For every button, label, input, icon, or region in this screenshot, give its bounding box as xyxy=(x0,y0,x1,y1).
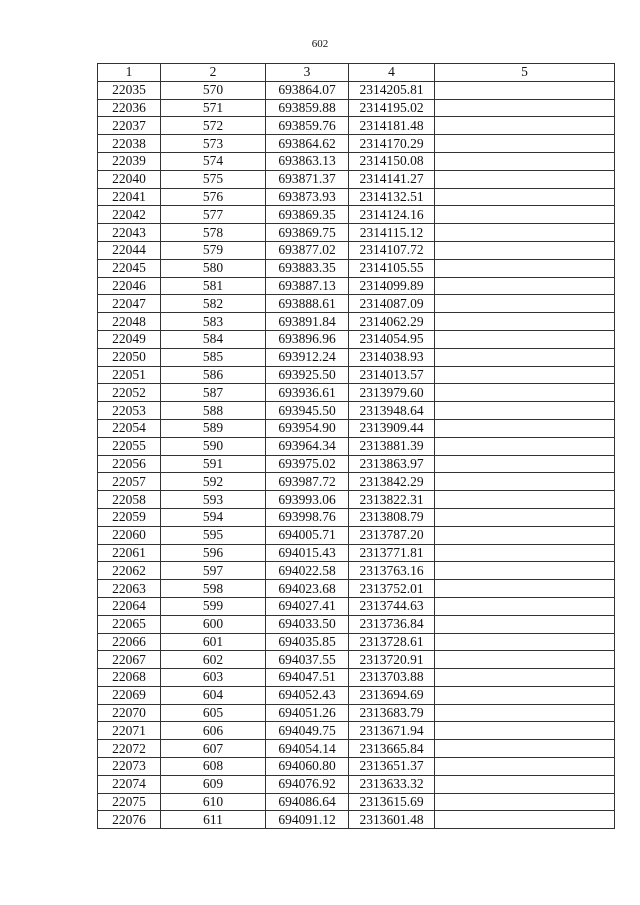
table-row xyxy=(98,686,615,704)
point-number-cell: 583 xyxy=(161,313,266,331)
x-coordinate-cell: 693993.06 xyxy=(266,491,349,509)
point-number-cell: 574 xyxy=(161,152,266,170)
table-row xyxy=(98,811,615,829)
note-cell xyxy=(435,633,615,651)
x-coordinate-cell: 693998.76 xyxy=(266,508,349,526)
note-cell xyxy=(435,135,615,153)
table-row xyxy=(98,544,615,562)
table-row xyxy=(98,455,615,473)
point-number-cell: 602 xyxy=(161,651,266,669)
table-row xyxy=(98,152,615,170)
row-number-cell: 22065 xyxy=(98,615,161,633)
point-number-cell: 586 xyxy=(161,366,266,384)
y-coordinate-cell: 2313744.63 xyxy=(349,597,435,615)
x-coordinate-cell: 693859.88 xyxy=(266,99,349,117)
x-coordinate-cell: 693954.90 xyxy=(266,419,349,437)
point-number-cell: 601 xyxy=(161,633,266,651)
y-coordinate-cell: 2313948.64 xyxy=(349,402,435,420)
y-coordinate-cell: 2314013.57 xyxy=(349,366,435,384)
note-cell xyxy=(435,651,615,669)
point-number-cell: 591 xyxy=(161,455,266,473)
note-cell xyxy=(435,330,615,348)
row-number-cell: 22038 xyxy=(98,135,161,153)
row-number-cell: 22057 xyxy=(98,473,161,491)
point-number-cell: 590 xyxy=(161,437,266,455)
y-coordinate-cell: 2314195.02 xyxy=(349,99,435,117)
table-row xyxy=(98,295,615,313)
x-coordinate-cell: 693864.62 xyxy=(266,135,349,153)
point-number-cell: 611 xyxy=(161,811,266,829)
y-coordinate-cell: 2314038.93 xyxy=(349,348,435,366)
y-coordinate-cell: 2314054.95 xyxy=(349,330,435,348)
table-row xyxy=(98,651,615,669)
row-number-cell: 22049 xyxy=(98,330,161,348)
table-row xyxy=(98,188,615,206)
note-cell xyxy=(435,117,615,135)
y-coordinate-cell: 2313863.97 xyxy=(349,455,435,473)
column-header-1: 1 xyxy=(98,64,161,82)
table-row xyxy=(98,722,615,740)
point-number-cell: 595 xyxy=(161,526,266,544)
row-number-cell: 22061 xyxy=(98,544,161,562)
y-coordinate-cell: 2314181.48 xyxy=(349,117,435,135)
point-number-cell: 579 xyxy=(161,241,266,259)
note-cell xyxy=(435,491,615,509)
note-cell xyxy=(435,562,615,580)
y-coordinate-cell: 2313752.01 xyxy=(349,580,435,598)
x-coordinate-cell: 694005.71 xyxy=(266,526,349,544)
row-number-cell: 22052 xyxy=(98,384,161,402)
row-number-cell: 22058 xyxy=(98,491,161,509)
note-cell xyxy=(435,526,615,544)
x-coordinate-cell: 694052.43 xyxy=(266,686,349,704)
note-cell xyxy=(435,455,615,473)
row-number-cell: 22073 xyxy=(98,758,161,776)
y-coordinate-cell: 2313787.20 xyxy=(349,526,435,544)
row-number-cell: 22041 xyxy=(98,188,161,206)
x-coordinate-cell: 693912.24 xyxy=(266,348,349,366)
table-row xyxy=(98,419,615,437)
table-row xyxy=(98,562,615,580)
note-cell xyxy=(435,206,615,224)
x-coordinate-cell: 693864.07 xyxy=(266,81,349,99)
y-coordinate-cell: 2313728.61 xyxy=(349,633,435,651)
table-row xyxy=(98,348,615,366)
table-row xyxy=(98,206,615,224)
point-number-cell: 609 xyxy=(161,775,266,793)
y-coordinate-cell: 2313909.44 xyxy=(349,419,435,437)
y-coordinate-cell: 2314107.72 xyxy=(349,241,435,259)
y-coordinate-cell: 2313763.16 xyxy=(349,562,435,580)
y-coordinate-cell: 2313822.31 xyxy=(349,491,435,509)
point-number-cell: 604 xyxy=(161,686,266,704)
table-row xyxy=(98,170,615,188)
y-coordinate-cell: 2313651.37 xyxy=(349,758,435,776)
table-row xyxy=(98,384,615,402)
x-coordinate-cell: 694049.75 xyxy=(266,722,349,740)
point-number-cell: 576 xyxy=(161,188,266,206)
note-cell xyxy=(435,259,615,277)
x-coordinate-cell: 693877.02 xyxy=(266,241,349,259)
x-coordinate-cell: 693964.34 xyxy=(266,437,349,455)
y-coordinate-cell: 2313771.81 xyxy=(349,544,435,562)
y-coordinate-cell: 2313703.88 xyxy=(349,669,435,687)
y-coordinate-cell: 2314170.29 xyxy=(349,135,435,153)
row-number-cell: 22063 xyxy=(98,580,161,598)
point-number-cell: 570 xyxy=(161,81,266,99)
x-coordinate-cell: 694033.50 xyxy=(266,615,349,633)
row-number-cell: 22051 xyxy=(98,366,161,384)
note-cell xyxy=(435,366,615,384)
x-coordinate-cell: 693987.72 xyxy=(266,473,349,491)
x-coordinate-cell: 694015.43 xyxy=(266,544,349,562)
row-number-cell: 22050 xyxy=(98,348,161,366)
x-coordinate-cell: 694023.68 xyxy=(266,580,349,598)
row-number-cell: 22045 xyxy=(98,259,161,277)
row-number-cell: 22059 xyxy=(98,508,161,526)
note-cell xyxy=(435,740,615,758)
x-coordinate-cell: 693888.61 xyxy=(266,295,349,313)
note-cell xyxy=(435,793,615,811)
column-header-5: 5 xyxy=(435,64,615,82)
point-number-cell: 610 xyxy=(161,793,266,811)
page-number: 602 xyxy=(311,38,329,50)
y-coordinate-cell: 2313720.91 xyxy=(349,651,435,669)
y-coordinate-cell: 2313601.48 xyxy=(349,811,435,829)
row-number-cell: 22056 xyxy=(98,455,161,473)
point-number-cell: 587 xyxy=(161,384,266,402)
x-coordinate-cell: 694091.12 xyxy=(266,811,349,829)
point-number-cell: 578 xyxy=(161,224,266,242)
note-cell xyxy=(435,170,615,188)
table-row xyxy=(98,81,615,99)
x-coordinate-cell: 694037.55 xyxy=(266,651,349,669)
table-row xyxy=(98,775,615,793)
row-number-cell: 22071 xyxy=(98,722,161,740)
x-coordinate-cell: 693859.76 xyxy=(266,117,349,135)
point-number-cell: 589 xyxy=(161,419,266,437)
table-row xyxy=(98,758,615,776)
table-row xyxy=(98,224,615,242)
note-cell xyxy=(435,775,615,793)
table-row xyxy=(98,793,615,811)
point-number-cell: 580 xyxy=(161,259,266,277)
note-cell xyxy=(435,188,615,206)
point-number-cell: 584 xyxy=(161,330,266,348)
x-coordinate-cell: 693869.75 xyxy=(266,224,349,242)
x-coordinate-cell: 694054.14 xyxy=(266,740,349,758)
table-row xyxy=(98,508,615,526)
row-number-cell: 22037 xyxy=(98,117,161,135)
column-header-4: 4 xyxy=(349,64,435,82)
note-cell xyxy=(435,580,615,598)
note-cell xyxy=(435,437,615,455)
row-number-cell: 22046 xyxy=(98,277,161,295)
point-number-cell: 581 xyxy=(161,277,266,295)
table-row xyxy=(98,259,615,277)
row-number-cell: 22048 xyxy=(98,313,161,331)
y-coordinate-cell: 2313842.29 xyxy=(349,473,435,491)
x-coordinate-cell: 693975.02 xyxy=(266,455,349,473)
point-number-cell: 606 xyxy=(161,722,266,740)
table-row xyxy=(98,633,615,651)
x-coordinate-cell: 693945.50 xyxy=(266,402,349,420)
row-number-cell: 22036 xyxy=(98,99,161,117)
x-coordinate-cell: 693863.13 xyxy=(266,152,349,170)
point-number-cell: 572 xyxy=(161,117,266,135)
note-cell xyxy=(435,597,615,615)
row-number-cell: 22042 xyxy=(98,206,161,224)
point-number-cell: 588 xyxy=(161,402,266,420)
point-number-cell: 573 xyxy=(161,135,266,153)
y-coordinate-cell: 2314132.51 xyxy=(349,188,435,206)
column-header-3: 3 xyxy=(266,64,349,82)
row-number-cell: 22067 xyxy=(98,651,161,669)
x-coordinate-cell: 693883.35 xyxy=(266,259,349,277)
note-cell xyxy=(435,241,615,259)
table-row xyxy=(98,313,615,331)
y-coordinate-cell: 2313694.69 xyxy=(349,686,435,704)
point-number-cell: 592 xyxy=(161,473,266,491)
table-row xyxy=(98,526,615,544)
point-number-cell: 607 xyxy=(161,740,266,758)
point-number-cell: 597 xyxy=(161,562,266,580)
x-coordinate-cell: 693896.96 xyxy=(266,330,349,348)
y-coordinate-cell: 2314115.12 xyxy=(349,224,435,242)
point-number-cell: 608 xyxy=(161,758,266,776)
row-number-cell: 22069 xyxy=(98,686,161,704)
note-cell xyxy=(435,277,615,295)
row-number-cell: 22035 xyxy=(98,81,161,99)
x-coordinate-cell: 694086.64 xyxy=(266,793,349,811)
y-coordinate-cell: 2313633.32 xyxy=(349,775,435,793)
y-coordinate-cell: 2313671.94 xyxy=(349,722,435,740)
point-number-cell: 596 xyxy=(161,544,266,562)
table-row xyxy=(98,117,615,135)
note-cell xyxy=(435,686,615,704)
note-cell xyxy=(435,295,615,313)
x-coordinate-cell: 694047.51 xyxy=(266,669,349,687)
x-coordinate-cell: 694051.26 xyxy=(266,704,349,722)
row-number-cell: 22074 xyxy=(98,775,161,793)
table-row xyxy=(98,597,615,615)
column-header-2: 2 xyxy=(161,64,266,82)
x-coordinate-cell: 693873.93 xyxy=(266,188,349,206)
row-number-cell: 22070 xyxy=(98,704,161,722)
x-coordinate-cell: 693925.50 xyxy=(266,366,349,384)
y-coordinate-cell: 2314205.81 xyxy=(349,81,435,99)
row-number-cell: 22047 xyxy=(98,295,161,313)
row-number-cell: 22054 xyxy=(98,419,161,437)
table-row xyxy=(98,437,615,455)
point-number-cell: 577 xyxy=(161,206,266,224)
note-cell xyxy=(435,544,615,562)
table-body xyxy=(98,81,615,828)
row-number-cell: 22062 xyxy=(98,562,161,580)
point-number-cell: 598 xyxy=(161,580,266,598)
note-cell xyxy=(435,758,615,776)
table-row xyxy=(98,366,615,384)
y-coordinate-cell: 2314150.08 xyxy=(349,152,435,170)
table-row xyxy=(98,241,615,259)
point-number-cell: 605 xyxy=(161,704,266,722)
x-coordinate-cell: 693887.13 xyxy=(266,277,349,295)
note-cell xyxy=(435,508,615,526)
x-coordinate-cell: 693936.61 xyxy=(266,384,349,402)
x-coordinate-cell: 693869.35 xyxy=(266,206,349,224)
y-coordinate-cell: 2313881.39 xyxy=(349,437,435,455)
note-cell xyxy=(435,669,615,687)
y-coordinate-cell: 2314062.29 xyxy=(349,313,435,331)
y-coordinate-cell: 2313683.79 xyxy=(349,704,435,722)
x-coordinate-cell: 693871.37 xyxy=(266,170,349,188)
row-number-cell: 22075 xyxy=(98,793,161,811)
note-cell xyxy=(435,348,615,366)
y-coordinate-cell: 2313736.84 xyxy=(349,615,435,633)
point-number-cell: 600 xyxy=(161,615,266,633)
row-number-cell: 22066 xyxy=(98,633,161,651)
x-coordinate-cell: 694022.58 xyxy=(266,562,349,580)
y-coordinate-cell: 2314105.55 xyxy=(349,259,435,277)
row-number-cell: 22053 xyxy=(98,402,161,420)
table-row xyxy=(98,135,615,153)
note-cell xyxy=(435,224,615,242)
y-coordinate-cell: 2314099.89 xyxy=(349,277,435,295)
note-cell xyxy=(435,722,615,740)
table-header-row xyxy=(98,64,615,82)
point-number-cell: 594 xyxy=(161,508,266,526)
table-row xyxy=(98,491,615,509)
note-cell xyxy=(435,811,615,829)
note-cell xyxy=(435,384,615,402)
table-row xyxy=(98,473,615,491)
point-number-cell: 593 xyxy=(161,491,266,509)
note-cell xyxy=(435,81,615,99)
row-number-cell: 22068 xyxy=(98,669,161,687)
row-number-cell: 22055 xyxy=(98,437,161,455)
row-number-cell: 22039 xyxy=(98,152,161,170)
note-cell xyxy=(435,99,615,117)
note-cell xyxy=(435,615,615,633)
point-number-cell: 585 xyxy=(161,348,266,366)
row-number-cell: 22076 xyxy=(98,811,161,829)
note-cell xyxy=(435,402,615,420)
row-number-cell: 22044 xyxy=(98,241,161,259)
x-coordinate-cell: 694035.85 xyxy=(266,633,349,651)
row-number-cell: 22060 xyxy=(98,526,161,544)
x-coordinate-cell: 694060.80 xyxy=(266,758,349,776)
point-number-cell: 599 xyxy=(161,597,266,615)
y-coordinate-cell: 2313979.60 xyxy=(349,384,435,402)
point-number-cell: 571 xyxy=(161,99,266,117)
table-row xyxy=(98,669,615,687)
row-number-cell: 22043 xyxy=(98,224,161,242)
row-number-cell: 22072 xyxy=(98,740,161,758)
note-cell xyxy=(435,313,615,331)
table-row xyxy=(98,330,615,348)
note-cell xyxy=(435,419,615,437)
y-coordinate-cell: 2314124.16 xyxy=(349,206,435,224)
table-row xyxy=(98,615,615,633)
point-number-cell: 582 xyxy=(161,295,266,313)
table-row xyxy=(98,704,615,722)
point-number-cell: 575 xyxy=(161,170,266,188)
point-number-cell: 603 xyxy=(161,669,266,687)
note-cell xyxy=(435,152,615,170)
y-coordinate-cell: 2314141.27 xyxy=(349,170,435,188)
y-coordinate-cell: 2313615.69 xyxy=(349,793,435,811)
y-coordinate-cell: 2313665.84 xyxy=(349,740,435,758)
table-row xyxy=(98,99,615,117)
x-coordinate-cell: 693891.84 xyxy=(266,313,349,331)
row-number-cell: 22064 xyxy=(98,597,161,615)
coordinates-table xyxy=(97,63,615,829)
note-cell xyxy=(435,473,615,491)
table-row xyxy=(98,580,615,598)
x-coordinate-cell: 694076.92 xyxy=(266,775,349,793)
y-coordinate-cell: 2313808.79 xyxy=(349,508,435,526)
note-cell xyxy=(435,704,615,722)
x-coordinate-cell: 694027.41 xyxy=(266,597,349,615)
table-row xyxy=(98,402,615,420)
y-coordinate-cell: 2314087.09 xyxy=(349,295,435,313)
row-number-cell: 22040 xyxy=(98,170,161,188)
table-row xyxy=(98,740,615,758)
table-row xyxy=(98,277,615,295)
